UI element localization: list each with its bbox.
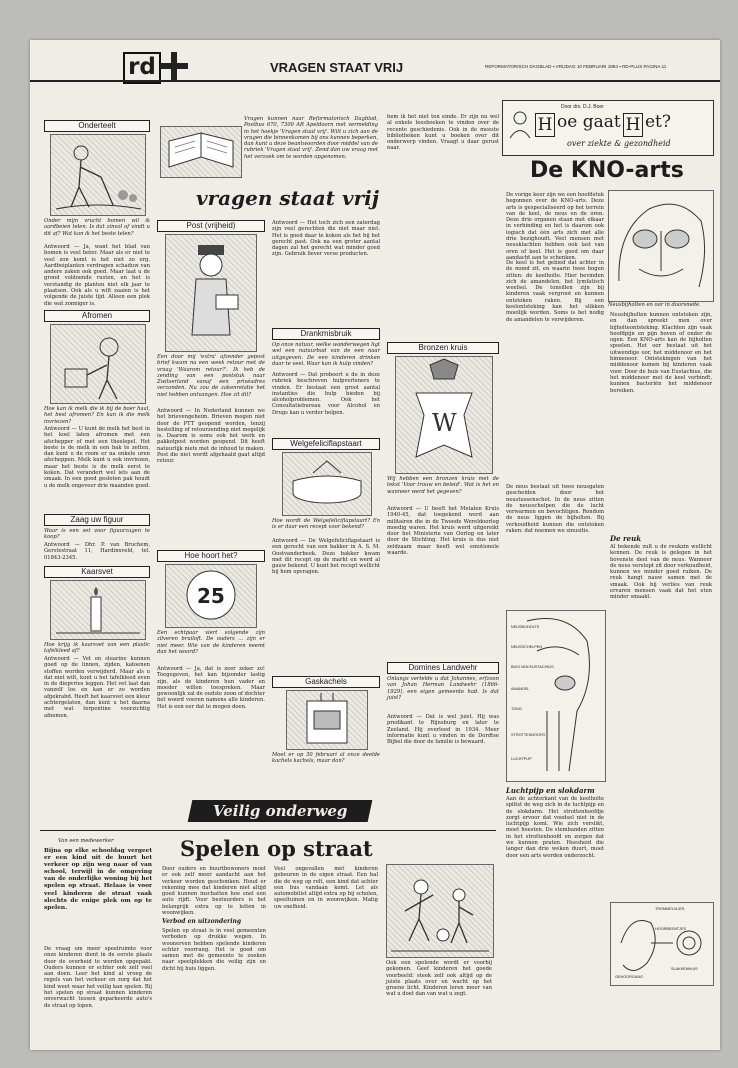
heading-post: Post (vrijheid)	[157, 220, 265, 232]
kno-right-col: Neusbijholten kunnen ontstoken zijn, en dan spreekt men over bijholteontsteking. Klachten zijn vaak hoofdpijn en pijn boven of onder de ogen. Een KNO-arts kan de bijholten spoelen. Het oor bestaat uit het uitwendige oor, het middenoor en het binnenoor. Ontstekingen van het middenoor komen bij kinderen vaak voor. Door de buis van Eustachius, die het middenoor met de keel verbindt, kunnen bacteriën het middenoor bereiken.	[610, 312, 712, 394]
veilig-body-e: Ook een spelende wordt er voorbij gekomen. Geef kinderen het goede voorbeeld: steek zelf ook altijd op de juiste plaats over en wacht op het groene licht. Kinderen leren meer van wat u doet dan van wat u zegt.	[386, 960, 492, 998]
kno-title: De KNO-arts	[530, 158, 684, 183]
post-question: Een door mij 'extra' afzender gepost brief kwam na een week retour met de vraag 'Waarom retour?'. Ik heb de zending van een poststuk naar Zwitserland vanaf een privéadres verzonden. Nu zou de zakenrelatie het niet hebben ontvangen. Hoe zit dit?	[157, 354, 265, 398]
throat-label-3: AMANDEL	[511, 687, 530, 691]
cake-illustration	[282, 452, 372, 516]
post-answer: Antwoord — In Nederland kunnen we het brievengeheim. Brieven mogen niet door de PTT geopend worden, tenzij bestelling of retourzending niet mogelijk is. Daarom is soms ook het werk en pakketpost worden geopend. Dit heeft natuurlijk niets met de inhoud te maken. Post die niet wordt afgehaald gaat altijd retour.	[157, 408, 265, 465]
vsv-header	[160, 114, 380, 218]
column-1	[44, 120, 150, 796]
reuk-text: Al bekende zult u de reukzin wellicht kennen. De reuk is gelegen in het bovenste deel van de neus. Wanneer de neus verstopt zit door verkoudheid, kunnen we minder goed ruiken. De reuk hangt nauw samen met de smaak. Ook bij verlies van reuk ervaren mensen vaak dat het eten minder smaakt.	[610, 544, 712, 601]
veilig-banner-text: Veilig onderweg	[212, 802, 348, 820]
section-title: VRAGEN STAAT VRIJ	[270, 60, 404, 75]
zaag-answer: Antwoord — Dhr. P. van Bruchem, Gerstestraat 11, Hardinxveld, tel. 01843-2345.	[44, 542, 150, 561]
banner-suffix: et?	[645, 112, 672, 132]
gardener-illustration	[50, 134, 146, 216]
banner-h-box	[535, 113, 555, 137]
column-4	[387, 114, 499, 796]
ear-diagram	[610, 902, 714, 986]
kno-article	[500, 98, 716, 1038]
hoe-gaat-het-banner	[502, 100, 714, 156]
veilig-subhead: Verbod en uitzondering	[162, 918, 242, 925]
zaag-question: Waar is een set voor figuurzagen te koop?	[44, 528, 150, 541]
banner-subtitle: over ziekte & gezondheid	[567, 139, 671, 148]
heading-hoe-hoort: Hoe hoort het?	[157, 550, 265, 562]
ear-label-2: HOORBEENTJES	[655, 927, 687, 931]
bronzen-question: Wij hebben een bronzen kruis met de tekst 'Voor trouw en beleid'. Wat is het en wanneer werd het gegeven?	[387, 476, 499, 495]
vsv-intro: Vragen kunnen naar Reformatorisch Dagblad, Postbus 670, 7300 AR Apeldoorn met vermelding in het hoekje 'Vragen staat vrij'. Wilt u zich aan de vragen die binnenkomen bij ons kunnen beperken, dan kunt u deze beantwoorden door middel van de rubriek 'Vragen staat vrij'. Zend dan uw vraag met het verzoek om te worden opgenomen.	[244, 116, 378, 160]
onderteelt-answer: Antwoord — Ja, want het blad van bomen is veel beter. Maar als er niet te veel zon komt is het niet zo erg. Aardbeiplanten verdragen schaduw van andere zaken ook goed. Maar laat u de grond voldoende rusten, en het is verstandig de planten niet elk jaar te plaatsen. Ook als u wilt zaaien is het volgende de juiste tijd. Alleen een plek die wat zonniger is.	[44, 244, 150, 307]
heading-onderteelt: Onderteelt	[44, 120, 150, 132]
col3-top-text: Antwoord — Het toch zich een zaterdag zijn veel gerechten die niet maar niet. Het is goed daar te koken als het bij het gerecht past. Ook na een groter aantal dagen zal het gerecht wat minder goed zijn. Gebruik liever verse producten.	[272, 220, 380, 258]
masthead	[30, 40, 720, 86]
drank-answer: Antwoord — Dat probeert u de in deze rubriek beschreven hulpverleners te vinden. Er bestaat een groot aantal instanties die hulp bieden bij alcoholproblemen. Ook het Consultatiebureau voor Alcohol en Drugs kan u verder helpen.	[272, 372, 380, 416]
veilig-banner	[188, 800, 373, 822]
candle-illustration	[50, 580, 146, 640]
throat-label-4: TONG	[511, 707, 522, 711]
banner-h-letter: H	[537, 115, 553, 135]
ear-label-1: SLAKKENHUIS	[671, 967, 698, 971]
logo-cross	[160, 52, 188, 80]
spelen-title: Spelen op straat	[180, 836, 373, 861]
banner-prefix: oe gaat	[557, 112, 621, 132]
ear-label-0: TROMMELVLIES	[655, 907, 685, 911]
veilig-lead: Bijna op elke schooldag vergeet er een kind uit de buurt het verkeer op zijn weg naar of van school, terwijl in de omgeving van de onderlijke woning bij het spelen op straat. Helaas is voor veel kinderen de straat vaak slechts de enige plek om op te spelen.	[44, 848, 152, 911]
date-line: REFORMATORISCH DAGBLAD ▪ VRIJDAG 10 FEBRUARI 1984 ▪ RD-PLUS PAGINA 11	[485, 64, 667, 69]
luchtpijp-title: Luchtpijp en slokdarm	[506, 786, 595, 795]
gaskachels-question: Moet er op 30 februari al onze deelde kachels kachels, maar dan?	[272, 752, 380, 765]
doctor-icon	[507, 109, 533, 139]
vsv-title: vragen staat vrij	[196, 186, 379, 210]
anniversary-illustration	[165, 564, 257, 628]
col4-top-text: hem ik het niet ten einde. Er zijn nu wel al enkele leesboeken te vinden over de recente geschiedenis. Ook in de meeste bibliotheken kunt u boeken over dit onderwerp vinden. Vraagt u daar gerust naar.	[387, 114, 499, 152]
kno-body-1: De vorige keer zijn we een hoofdstuk begonnen over de KNO-arts. Deze arts is gespecialiseerd op het terrein van de keel, de neus en de oren. Deze drie organen staan met elkaar in verbinding en het is daarom ook logisch dat één arts zich met alle drie bezighoudt. Veel mensen met neusklachten hebben ook last van oren of keel. Het is goed om daar aandacht aan te schenken.	[506, 192, 604, 261]
reuk-title: De reuk	[610, 534, 642, 543]
welgefel-question: Hoe wordt de Welgefeliciflapstaart? En is er daar een recept voor bekend?	[272, 518, 380, 531]
svg-text:25: 25	[197, 584, 225, 608]
kno-body-3: De neus bestaat uit twee neusgaten gescheiden door het neustussenschot. In de neus zitten de neusschelpen die de lucht verwarmen en bevochtigen. Rondom de neus liggen de bijholten. Bij verkoudheid kunnen die ontstoken raken: dat noemen we sinusitis.	[506, 484, 604, 535]
svg-text:W: W	[432, 409, 457, 437]
heading-drank: Drankmisbruik	[272, 328, 380, 340]
head-anatomy-figure	[608, 190, 714, 302]
throat-label-1: NEUSSCHELPEN	[511, 645, 543, 649]
afromen-answer: Antwoord — U kunt de melk het best in het koel laten afromen met een afschepper of met een theelepel. Het beste is de melk in een bak te zetten, dan kunt u de room er na enkele uren afscheppen. Melk kunt u ook invriezen, maar het beste is de melk eerst te koken. Dat verandert wel iets aan de smaak. In een goed gesloten pak houdt u de melk ongeveer drie maanden goed.	[44, 426, 151, 489]
kaarsvet-question: Hoe krijg ik kaarsvet van een plastic tafelkleed af?	[44, 642, 150, 655]
heading-gaskachels: Gaskachels	[272, 676, 380, 688]
throat-label-5: STROTTENHOOFD	[511, 733, 546, 737]
onderteelt-question: Onder mijn vrucht bomen wil ik aardbeien telen. Is dat zinvol of vindt u dit af? Wat kan ik het beste telen?	[44, 218, 150, 237]
book-illustration	[160, 126, 242, 178]
heading-bronzen: Bronzen kruis	[387, 342, 499, 354]
throat-label-2: BUIS VAN EUSTACHIUS	[511, 665, 554, 669]
bronzen-answer: Antwoord — U heeft het Metalen Kruis 1940-45, dat toegekend werd aan militairen die in de Tweede Wereldoorlog moedig waren. Het kruis werd uitgereikt door het Ministerie van Oorlog en later door de Stichting. Het kruis is dus niet zeldzaam maar heeft wel emotionele waarde.	[387, 506, 499, 557]
domines-question: Onlangs vertelde u dat Johannes, erfzoon van Johan Herman Landwehr (1866-1929), een eigen gemeente had. Is dat juist?	[387, 676, 499, 701]
banner-h-letter-2: H	[625, 115, 641, 135]
column-3	[272, 220, 380, 796]
heading-afromen: Afromen	[44, 310, 150, 322]
veilig-byline: Van een medewerker	[58, 838, 114, 844]
banner-h-box-2	[623, 113, 643, 137]
stove-illustration	[286, 690, 368, 750]
throat-label-6: LUCHTPIJP	[511, 757, 532, 761]
veilig-body-a: De vraag om meer speelruimte voor onze kinderen dient in de eerste plaats door de overheid te worden opgepakt. Ouders kunnen er echter ook zelf veel aan doen. Leer het kind al vroeg de regels van het verkeer en zorg dat het kind weet waar het veilig kan spelen. Bij het spelen op straat kunnen kinderen onverwacht tussen geparkeerde auto's de straat op lopen.	[44, 946, 152, 1009]
veilig-body-b: Door ouders en buurtbewoners moet er ook zelf meer aandacht aan het verkeer worden geschonken. Houd er rekening mee dat kinderen niet altijd goed kunnen inschatten hoe snel een auto rijdt. Voor bestuurders is het belangrijk extra op te letten in woonwijken.	[162, 866, 266, 917]
veilig-body-c: Spelen op straat is in veel gemeenten verboden op drukke wegen. In woonerven hebben spelende kinderen echter voorrang. Het is goed om samen met de gemeente te zoeken naar speelplekken die veilig zijn en dicht bij huis liggen.	[162, 928, 266, 972]
ear-label-3: GEHOORGANG	[615, 975, 644, 979]
heading-zaag: Zaag uw figuur	[44, 514, 150, 526]
luchtpijp-text: Aan de achterkant van de keelholte splitst de weg zich in de luchtpijp en de slokdarm. Het strottenhoofdje zorgt ervoor dat voedsel niet in de luchtpijp komt. Wie zich verslikt, moet hoesten. De stembanden zitten in het strottenhoofd en zorgen dat we kunnen praten. Heesheid die langer dan drie weken duurt, moet door een arts worden onderzocht.	[506, 796, 604, 859]
kaarsvet-answer: Antwoord — Vet en stearine kunnen goed op de linnen, zijden, katoenen stoffen worden verwijderd. Maar als u dat niet wilt, kunt u het tafelkleed even in de diepvries leggen. Het vet laat dan vanzelf los en kan er zo worden afgekrabd. Heeft het kaarsvet een kleur achtergelaten, dan kunt u het daarna met wat terpentine voorzichtig afnemen.	[44, 656, 150, 719]
logo-text: rd	[128, 54, 156, 80]
throat-label-0: NEUSBIJHOLTE	[511, 625, 540, 629]
domines-answer: Antwoord — Dat is wel juist. Hij was predikant te Rijnsburg en later te Zeeland. Hij overleed in 1934. Meer informatie kunt u vinden in de Dordtse Bijbel die door de familie is bewaard.	[387, 714, 499, 746]
figure-1-caption: Neusbijholten en oor in doorsnede.	[608, 302, 701, 308]
author-line: Door drs. D.J. Boer	[561, 104, 604, 110]
postman-illustration	[165, 234, 257, 352]
hoehoort-answer: Antwoord — Ja, dat is zeer zeker zo! Toegegeven, het kan bijzonder lastig zijn, als de kinderen hun vader en moeder willen toespreken. Maar gewoonlijk zal de oudste zoon of dochter het woord voeren namens alle kinderen. Het is een eer dat te mogen doen.	[157, 666, 265, 710]
heading-domines: Domines Landwehr	[387, 662, 499, 674]
kno-body-2: De keel is het gebied dat achter in de mond zit, en waarin twee bogen zitten: de keelholte. Hier bevinden zich de amandelen, het lymfatisch weefsel. De tonsillen zijn bij kinderen vaak vergroot en kunnen ontstoken raken. Bij een keelontsteking kan het slikken moeilijk worden. Soms is het nodig de amandelen te verwijderen.	[506, 260, 604, 323]
veilig-onderweg-section	[40, 796, 496, 1046]
milk-illustration	[50, 324, 146, 404]
welgefel-answer: Antwoord — De Welgefeliciflapstaart is een gerecht van een bakker in A. S. M. Oostvanderbeek. Deze bakker kwam met dit recept op de markt en werd al gauw bekend. U kunt het recept wellicht bij hem opvragen.	[272, 538, 380, 576]
children-playing-illustration	[386, 864, 494, 958]
drank-question: Op onze natuur, welke wanderwegen ligt wel een natuurbad van de een naar uitgegeven. De een kinderen drinken daar te veel. Waar kan ik hulp vinden?	[272, 342, 380, 367]
heading-welgefel: Welgefeliciflapstaart	[272, 438, 380, 450]
throat-diagram	[506, 610, 606, 782]
afromen-question: Hoe kan ik melk die ik bij de boer haal, het best afromen? En kan ik die melk invriezen?	[44, 406, 150, 425]
medal-illustration	[395, 356, 493, 474]
hoehoort-question: Een echtpaar viert volgende zijn zilveren bruiloft. De ouders ... zijn er niet meer. Wie van de kinderen neemt dan het woord?	[157, 630, 265, 655]
heading-kaarsvet: Kaarsvet	[44, 566, 150, 578]
newspaper-page	[30, 40, 720, 1050]
veilig-body-d: Veel ongevallen met kinderen gebeuren in de eigen straat. Een bal die de weg op rolt, een kind dat achter een bus vandaan komt. Let als automobilist altijd extra op bij scholen, speeltuinen en in woonwijken. Matig uw snelheid.	[274, 866, 378, 910]
column-2	[157, 220, 265, 796]
